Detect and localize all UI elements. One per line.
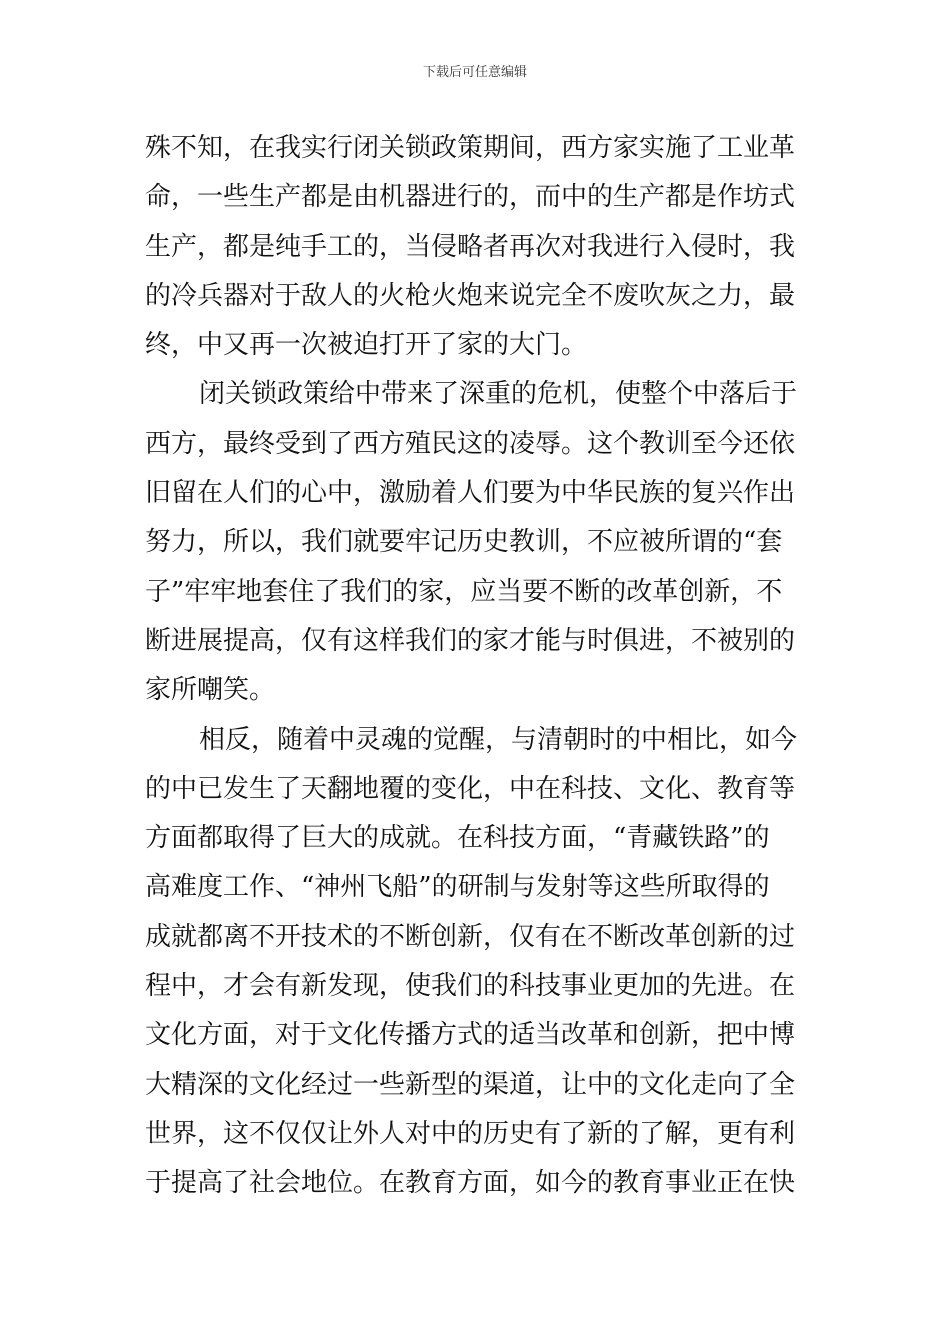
text-line: 生产，都是纯手工的，当侵略者再次对我进行入侵时，我 [145,231,796,262]
paragraph-3 [145,716,807,1209]
text-line: 世界，这不仅仅让外人对中的历史有了新的了解，更有利 [145,1118,796,1149]
text-line: 的中已发生了天翻地覆的变化，中在科技、文化、教育等 [145,773,796,804]
text-line: 闭关锁政策给中带来了深重的危机，使整个中落后于 [199,379,798,410]
text-line: 大精深的文化经过一些新型的渠道，让中的文化走向了全 [145,1069,796,1100]
body-text [145,124,807,1209]
text-line: 断进展提高，仅有这样我们的家才能与时俱进，不被别的 [145,625,796,656]
paragraph-2 [145,370,807,715]
text-line: 终，中又再一次被迫打开了家的大门。 [145,330,588,361]
text-line: 高难度工作、“神州飞船”的研制与发射等这些所取得的 [145,872,770,903]
text-line: 家所嘲笑。 [145,675,276,706]
paragraph-1 [145,124,807,370]
text-line: 于提高了社会地位。在教育方面，如今的教育事业正在快 [145,1168,796,1199]
page-header: 下载后可任意编辑 [422,65,527,80]
text-line: 努力，所以，我们就要牢记历史教训，不应被所谓的“套 [145,527,783,558]
text-line: 方面都取得了巨大的成就。在科技方面，“青藏铁路”的 [145,823,770,854]
text-line: 西方，最终受到了西方殖民这的凌辱。这个教训至今还依 [145,428,796,459]
text-line: 子”牢牢地套住了我们的家，应当要不断的改革创新，不 [145,576,783,607]
text-line: 程中，才会有新发现，使我们的科技事业更加的先进。在 [145,971,796,1002]
text-line: 成就都离不开技术的不断创新，仅有在不断改革创新的过 [145,921,796,952]
text-line: 文化方面，对于文化传播方式的适当改革和创新，把中博 [145,1020,796,1051]
text-line: 旧留在人们的心中，激励着人们要为中华民族的复兴作出 [145,478,796,509]
text-line: 相反，随着中灵魂的觉醒，与清朝时的中相比，如今 [199,724,798,755]
text-line: 命，一些生产都是由机器进行的，而中的生产都是作坊式 [145,182,796,213]
text-line: 殊不知，在我实行闭关锁政策期间，西方家实施了工业革 [145,133,796,163]
text-line: 的冷兵器对于敌人的火枪火炮来说完全不废吹灰之力，最 [145,280,796,311]
